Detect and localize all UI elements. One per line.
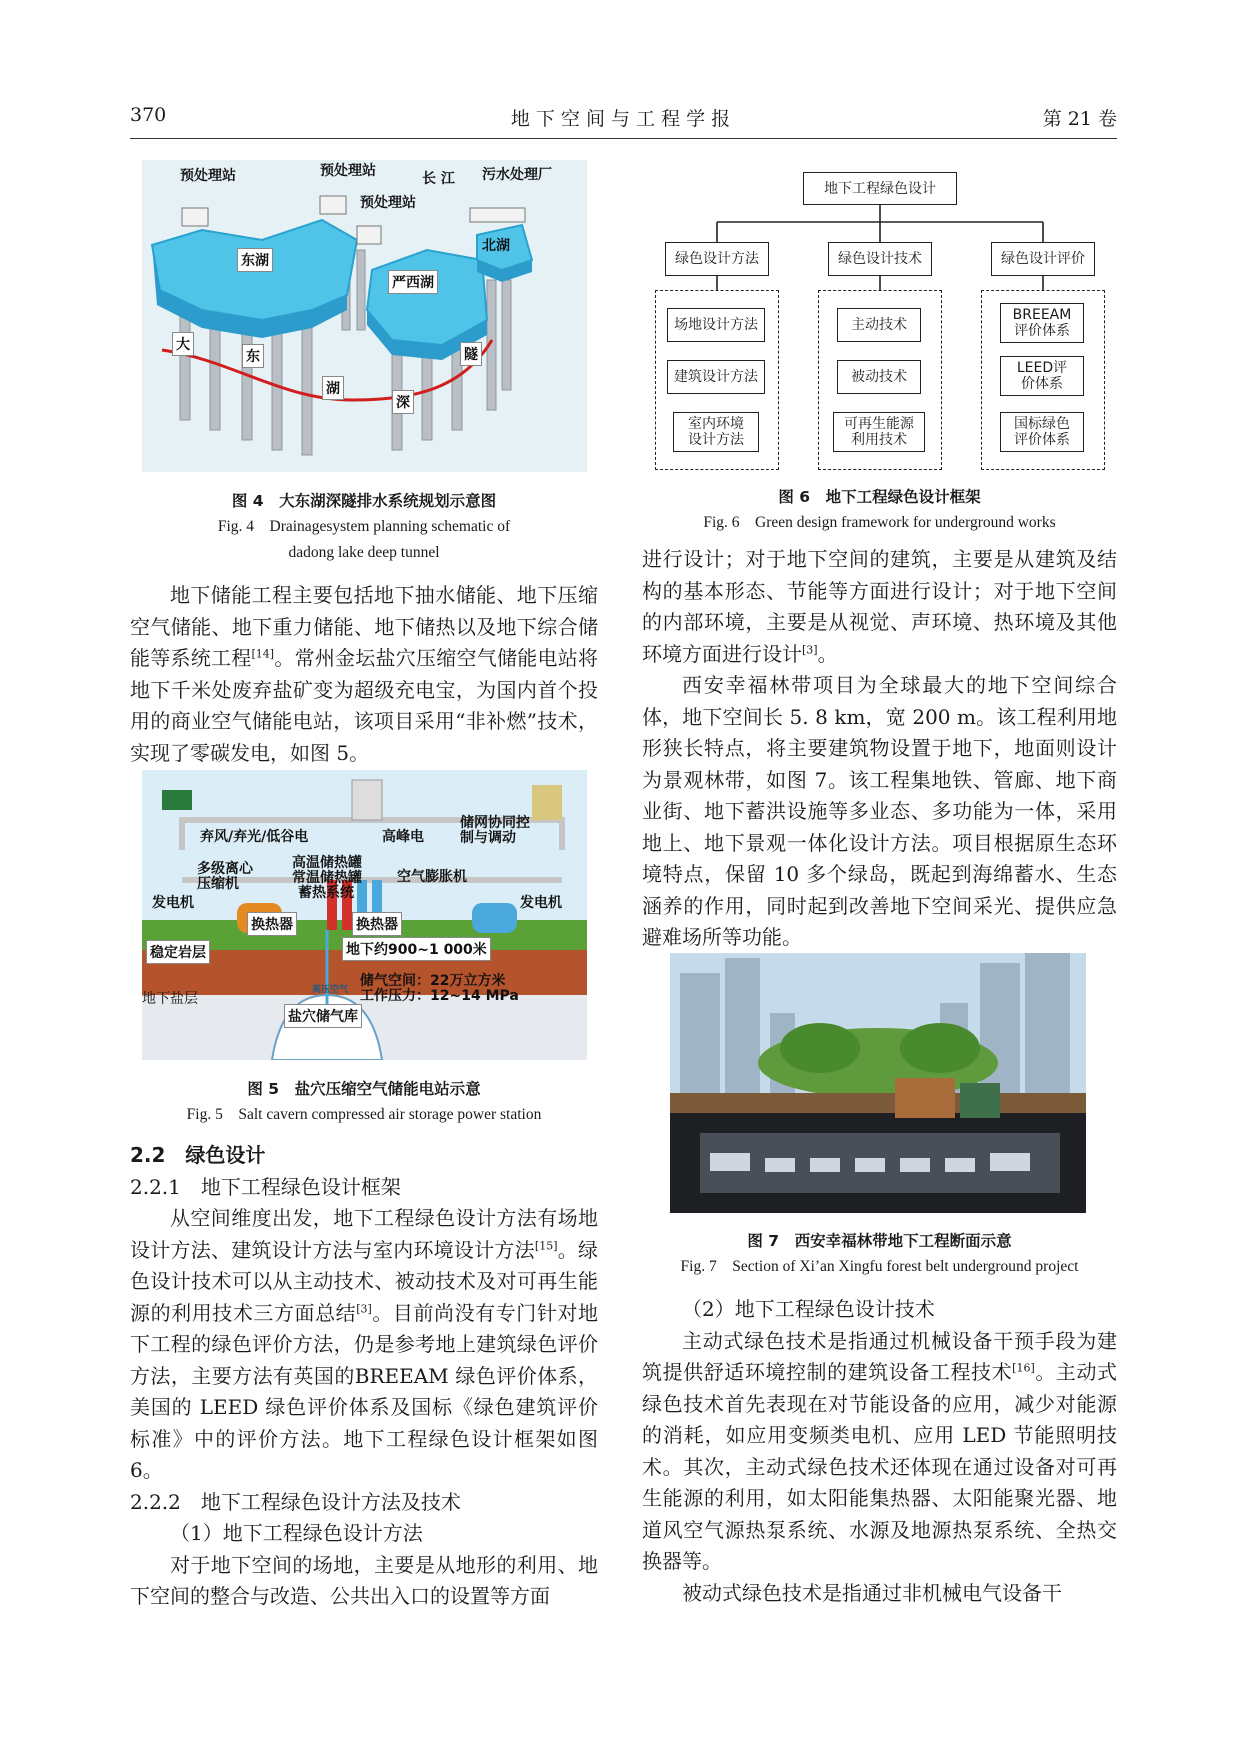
right-text-block-1 [642,544,1117,954]
ref-14: [14] [251,647,275,661]
journal-title: 地 下 空 间 与 工 程 学 报 [510,108,731,130]
ref-16: [16] [1012,1361,1035,1375]
fig4-label-wwtp: 污水处理厂 [482,167,552,183]
fig5-label-compressor: 多级离心压缩机 [197,861,253,892]
subheading-1: （1）地下工程绿色设计方法 [170,1521,423,1545]
section-2-2-2-heading: 2.2.2 地下工程绿色设计方法及技术 [130,1489,461,1514]
fig6-item-breeam: BREEAM评价体系 [1000,303,1084,343]
fig6-caption-cn: 图 6 地下工程绿色设计框架 [778,488,981,506]
fig4-caption-en-1: Fig. 4 Drainagesystem planning schematic of [217,518,511,535]
volume-label: 第 21 卷 [1042,108,1117,130]
figure-4-image [142,160,587,472]
fig5-label-storage-sys: 蓄热系统 [298,885,354,901]
fig6-item-passive-tech: 被动技术 [837,360,921,394]
fig5-label-hx-right: 换热器 [352,912,402,936]
section-2-2-1-heading: 2.2.1 地下工程绿色设计框架 [130,1174,401,1199]
fig6-item-site-design: 场地设计方法 [667,308,765,342]
fig5-label-gen-left: 发电机 [152,895,194,911]
fig6-item-active-tech: 主动技术 [837,308,921,342]
right-para1-end: 。 [817,641,838,666]
ref-3-a: [3] [356,1301,372,1315]
fig6-item-building-design: 建筑设计方法 [667,360,765,394]
right-para2: 西安幸福林带项目为全球最大的地下空间综合体，地下空间长 5. 8 km，宽 200 m。该工程利用地形狭长特点，将主要建筑物设置于地下，地面则设计为景观林带，如图 7。该工程集地铁、管廊、地下商业街、地下蓄洪设施等多业态、多功能为一体，采用地上、地下景观一体化设计方法。项目根据原生态环境特点，保留 10 多个绿岛，既起到海绵蓄水、生态涵养的作用，同时起到改善地下空间采光、提供应急避难场所等功能。 [642,673,1117,949]
fig6-item-national-standard: 国标绿色评价体系 [1000,412,1084,452]
fig5-label-rock: 稳定岩层 [146,940,210,964]
figure-6-diagram [655,160,1105,490]
fig4-label-pre3: 预处理站 [360,195,416,211]
right-para3-b: 。主动式绿色技术首先表现在对节能设备的应用，减少对能源的消耗，如应用变频类电机、应用 LED 节能照明技术。其次，主动式绿色技术还体现在通过设备对可再生能源的利用，如太阳能集热器、太阳能聚光器、地道风空气源热泵系统、水源及地源热泵系统、全热交换器等。 [642,1360,1118,1573]
left-para2-a: 从空间维度出发，地下工程绿色设计方法有场地设计方法、建筑设计方法与室内环境设计方法 [130,1206,598,1262]
fig5-label-depth: 地下约900~1 000米 [342,937,491,961]
fig5-label-expander: 空气膨胀机 [397,869,467,885]
left-para1-cont: 。常州金坛盐穴压缩空气储能电站将地下千米处废弃盐矿变为超级充电宝，为国内首个投用的商业空气储能电站，该项目采用“非补燃”技术，实现了零碳发电，如图 5。 [130,646,599,765]
fig5-label-cold-tank: 常温储热罐 [292,870,362,886]
fig4-tunnel-char-4: 深 [392,390,414,414]
right-para3-a: 主动式绿色技术是指通过机械设备干预手段为建筑提供舒适环境控制的建筑设备工程技术 [642,1328,1117,1384]
figure-5-image [142,770,587,1060]
fig6-item-indoor-design: 室内环境设计方法 [673,412,759,452]
fig5-caption-en: Fig. 5 Salt cavern compressed air storage power station [186,1106,542,1123]
fig5-label-hot-tank: 高温储热罐 [292,855,362,871]
figure-7-image [670,953,1086,1213]
fig4-tunnel-char-5: 隧 [460,342,482,366]
fig5-label-volume: 储气空间：22万立方米 [360,973,506,989]
left-text-block [130,1140,598,1613]
fig6-branch-technology: 绿色设计技术 [828,242,932,276]
fig7-drawing [670,953,1086,1213]
fig6-branch-evaluation: 绿色设计评价 [991,242,1095,276]
fig4-label-changjiang: 长 江 [422,171,455,187]
fig4-label-yanxihu: 严西湖 [388,270,438,294]
left-paragraph-1 [130,580,598,769]
fig4-caption-cn: 图 4 大东湖深隧排水系统规划示意图 [231,492,497,510]
right-para4: 被动式绿色技术是指通过非机械电气设备干 [682,1580,1062,1605]
fig4-label-pre1: 预处理站 [180,168,236,184]
fig4-tunnel-char-3: 湖 [322,376,344,400]
fig7-caption-cn: 图 7 西安幸福林带地下工程断面示意 [747,1232,1012,1250]
fig5-label-gen-right: 发电机 [520,895,562,911]
fig5-label-grid: 储网协同控制与调动 [460,815,530,846]
right-para1: 进行设计；对于地下空间的建筑，主要是从建筑及结构的基本形态、节能等方面进行设计；对于地下空间的内部环境，主要是从视觉、声环境、热环境及其他环境方面进行设计 [642,547,1117,666]
fig5-label-gaofeng: 高峰电 [382,829,424,845]
fig4-tunnel-char-1: 大 [172,332,194,356]
subheading-2: （2）地下工程绿色设计技术 [682,1297,935,1321]
fig5-label-hx-left: 换热器 [247,912,297,936]
right-text-block-2 [642,1294,1117,1609]
section-2-2-heading: 2.2 绿色设计 [130,1143,266,1167]
fig6-branch-methods: 绿色设计方法 [665,242,769,276]
ref-3-b: [3] [802,642,818,656]
fig5-label-cavern: 盐穴储气库 [284,1004,362,1028]
header-rule [130,138,1117,139]
left-para3: 对于地下空间的场地，主要是从地形的利用、地下空间的整合与改造、公共出入口的设置等方面 [130,1552,598,1608]
fig5-label-qifeng: 弃风/弃光/低谷电 [200,829,309,845]
left-para2-c: 。目前尚没有专门针对地下工程的绿色评价方法，仍是参考地上建筑绿色评价方法，主要方法有英国的BREEAM 绿色评价体系，美国的 LEED 绿色评价体系及国标《绿色建筑评价标准》中的评价方法。地下工程绿色设计框架如图 6。 [130,1300,598,1482]
ref-15: [15] [534,1238,558,1252]
left-para2-b: 。绿色设计技术可以从主动技术、被动技术及对可再生能源的利用技术三方面总结 [130,1237,599,1325]
fig7-caption-en: Fig. 7 Section of Xi’an Xingfu forest belt underground project [680,1258,1079,1275]
fig5-label-salt: 地下盐层 [142,991,198,1007]
fig4-label-pre2: 预处理站 [320,163,376,179]
fig6-root-box: 地下工程绿色设计 [803,172,957,205]
fig5-caption-cn: 图 5 盐穴压缩空气储能电站示意 [247,1080,481,1098]
page-number: 370 [130,104,167,126]
fig4-tunnel-char-2: 东 [242,344,264,368]
fig6-item-renewable-tech: 可再生能源利用技术 [833,412,925,452]
left-para1-text: 地下储能工程主要包括地下抽水储能、地下压缩空气储能、地下重力储能、地下储热以及地下综合储能等系统工程 [130,583,598,670]
fig6-caption-en: Fig. 6 Green design framework for underground works [703,514,1056,531]
fig5-label-hp-air: 高压空气 [312,985,349,995]
fig4-label-donghu: 东湖 [237,248,273,272]
fig4-label-beihu: 北湖 [482,238,510,254]
fig6-item-leed: LEED评价体系 [1000,356,1084,396]
fig5-label-pressure: 工作压力：12~14 MPa [360,988,519,1004]
fig4-caption-en-2: dadong lake deep tunnel [288,544,440,561]
